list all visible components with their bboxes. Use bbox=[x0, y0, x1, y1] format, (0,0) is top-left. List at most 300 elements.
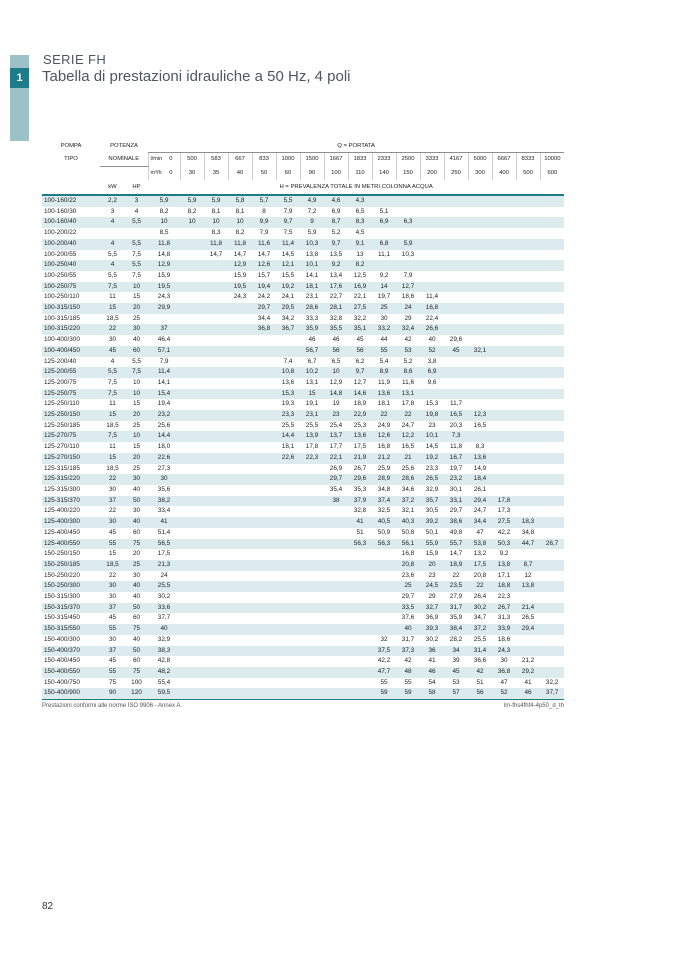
cell-head-value bbox=[444, 357, 468, 368]
cell-hp: 5,5 bbox=[132, 218, 141, 226]
cell-head-value: 25,5 bbox=[281, 421, 295, 429]
cell-tipo: 125-400/300 bbox=[44, 518, 80, 526]
cell-head-value: 13,1 bbox=[305, 378, 319, 386]
cell-head-value bbox=[516, 271, 540, 282]
cell-head-value bbox=[540, 571, 564, 582]
cell-head-value: 36,9 bbox=[425, 614, 439, 622]
flow-col-lmin: l/min 0 bbox=[148, 152, 180, 166]
cell-head-value bbox=[228, 624, 252, 635]
cell-head-value: 49,8 bbox=[449, 528, 463, 536]
cell-head-value: 42,8 bbox=[157, 657, 171, 665]
cell-head-value bbox=[180, 560, 204, 571]
cell-kw: 30 bbox=[108, 336, 117, 344]
table-row bbox=[42, 239, 564, 250]
cell-head-value: 34,6 bbox=[401, 485, 415, 493]
cell-head-value: 25,4 bbox=[329, 421, 343, 429]
cell-head-value bbox=[372, 549, 396, 560]
cell-head-value: 42,2 bbox=[377, 657, 391, 665]
cell-head-value: 18,1 bbox=[305, 282, 319, 290]
cell-head-value: 24,5 bbox=[425, 582, 439, 590]
cell-head-value bbox=[348, 613, 372, 624]
cell-head-value: 25,9 bbox=[377, 464, 391, 472]
cell-head-value: 18,0 bbox=[157, 443, 171, 451]
cell-head-value bbox=[348, 667, 372, 678]
cell-kw: 22 bbox=[108, 571, 117, 579]
cell-head-value bbox=[276, 474, 300, 485]
cell-head-value: 18,6 bbox=[497, 635, 511, 643]
cell-head-value bbox=[276, 560, 300, 571]
cell-head-value: 9 bbox=[310, 218, 314, 226]
cell-head-value bbox=[540, 228, 564, 239]
cell-kw: 18,5 bbox=[106, 464, 119, 472]
cell-head-value: 17,8 bbox=[305, 443, 319, 451]
table-row bbox=[42, 367, 564, 378]
cell-tipo: 125-270/75 bbox=[44, 432, 77, 440]
cell-head-value bbox=[420, 271, 444, 282]
cell-head-value: 10 bbox=[212, 218, 220, 226]
cell-head-value bbox=[300, 581, 324, 592]
cell-head-value bbox=[324, 624, 348, 635]
cell-head-value: 6,2 bbox=[355, 357, 365, 365]
cell-head-value bbox=[444, 250, 468, 261]
cell-head-value bbox=[204, 678, 228, 689]
cell-head-value: 29,7 bbox=[257, 304, 271, 312]
cell-head-value bbox=[516, 421, 540, 432]
cell-head-value: 11,8 bbox=[210, 239, 222, 247]
cell-head-value bbox=[276, 667, 300, 678]
cell-head-value bbox=[252, 539, 276, 550]
table-row bbox=[42, 688, 564, 699]
cell-head-value: 50,9 bbox=[377, 528, 391, 536]
cell-head-value: 13,2 bbox=[473, 550, 487, 558]
cell-head-value bbox=[204, 603, 228, 614]
cell-head-value bbox=[348, 581, 372, 592]
cell-head-value: 26,7 bbox=[497, 603, 511, 611]
cell-tipo: 150-315/550 bbox=[44, 625, 80, 633]
cell-head-value: 18,9 bbox=[449, 560, 463, 568]
cell-head-value bbox=[492, 303, 516, 314]
cell-head-value bbox=[468, 303, 492, 314]
cell-head-value bbox=[204, 282, 228, 293]
cell-head-value: 32,9 bbox=[157, 635, 171, 643]
table-row bbox=[42, 453, 564, 464]
cell-head-value: 4,6 bbox=[331, 197, 341, 204]
cell-head-value: 46,4 bbox=[157, 336, 171, 344]
cell-head-value bbox=[540, 442, 564, 453]
cell-head-value: 12,2 bbox=[401, 432, 415, 440]
cell-head-value: 42,2 bbox=[497, 528, 511, 536]
flow-col-m3h: 90 bbox=[300, 166, 324, 180]
cell-head-value: 19,7 bbox=[377, 293, 391, 301]
cell-head-value bbox=[444, 282, 468, 293]
cell-tipo: 150-315/370 bbox=[44, 603, 80, 611]
flow-col-lmin: 3333 bbox=[420, 152, 444, 166]
cell-head-value bbox=[252, 646, 276, 657]
cell-head-value bbox=[540, 624, 564, 635]
table-row bbox=[42, 431, 564, 442]
cell-hp: 40 bbox=[132, 635, 141, 643]
table-row bbox=[42, 250, 564, 261]
cell-head-value: 30 bbox=[500, 657, 508, 665]
cell-head-value: 35,9 bbox=[449, 614, 463, 622]
cell-head-value: 55 bbox=[380, 346, 388, 354]
cell-head-value: 7,4 bbox=[283, 357, 293, 365]
cell-head-value bbox=[276, 656, 300, 667]
cell-head-value: 23 bbox=[332, 411, 340, 419]
cell-kw: 30 bbox=[108, 593, 117, 601]
cell-head-value: 37,2 bbox=[473, 625, 487, 633]
cell-head-value: 5,9 bbox=[211, 197, 221, 204]
header-empty bbox=[42, 166, 100, 180]
table-row bbox=[42, 603, 564, 614]
cell-head-value: 27,5 bbox=[497, 518, 511, 526]
cell-head-value bbox=[372, 195, 396, 207]
cell-head-value bbox=[324, 528, 348, 539]
cell-head-value: 25 bbox=[404, 582, 412, 590]
header-kw: kW bbox=[100, 180, 125, 195]
cell-head-value bbox=[468, 389, 492, 400]
cell-head-value bbox=[492, 228, 516, 239]
cell-kw: 37 bbox=[108, 496, 117, 504]
cell-head-value: 20 bbox=[428, 560, 436, 568]
cell-head-value: 17,5 bbox=[157, 550, 171, 558]
cell-head-value bbox=[204, 260, 228, 271]
cell-head-value bbox=[540, 528, 564, 539]
cell-tipo: 100-250/40 bbox=[44, 261, 77, 269]
cell-head-value: 25 bbox=[380, 304, 388, 312]
cell-head-value bbox=[324, 635, 348, 646]
cell-head-value bbox=[444, 367, 468, 378]
cell-head-value bbox=[516, 292, 540, 303]
cell-head-value bbox=[324, 656, 348, 667]
header-nominale: NOMINALE bbox=[100, 152, 148, 166]
cell-hp: 10 bbox=[132, 378, 141, 386]
table-row bbox=[42, 389, 564, 400]
cell-head-value bbox=[444, 271, 468, 282]
cell-head-value: 37,5 bbox=[377, 646, 391, 654]
cell-tipo: 125-250/110 bbox=[44, 400, 80, 408]
cell-head-value bbox=[204, 474, 228, 485]
cell-hp: 120 bbox=[125, 688, 148, 699]
cell-head-value bbox=[252, 603, 276, 614]
cell-head-value: 13,4 bbox=[329, 271, 343, 279]
cell-head-value: 10 bbox=[332, 368, 340, 376]
cell-head-value bbox=[396, 260, 420, 271]
cell-head-value: 14 bbox=[380, 282, 388, 290]
cell-tipo: 125-315/370 bbox=[44, 496, 80, 504]
cell-head-value bbox=[516, 357, 540, 368]
cell-head-value: 35,1 bbox=[353, 325, 367, 333]
cell-head-value: 24,3 bbox=[233, 293, 247, 301]
cell-head-value: 32,5 bbox=[377, 507, 391, 515]
cell-head-value: 48,2 bbox=[157, 667, 171, 675]
cell-hp: 20 bbox=[132, 304, 141, 312]
table-row bbox=[42, 549, 564, 560]
table-row bbox=[42, 678, 564, 689]
cell-head-value bbox=[300, 549, 324, 560]
cell-head-value: 10 bbox=[236, 218, 244, 226]
cell-kw: 75 bbox=[108, 678, 117, 686]
cell-head-value: 24,2 bbox=[257, 293, 271, 301]
cell-head-value bbox=[180, 250, 204, 261]
cell-head-value bbox=[252, 667, 276, 678]
cell-head-value: 23,1 bbox=[305, 293, 319, 301]
cell-head-value: 20,8 bbox=[401, 560, 415, 568]
cell-head-value: 56,3 bbox=[353, 539, 367, 547]
cell-tipo: 100-200/55 bbox=[44, 250, 77, 258]
cell-hp: 10 bbox=[132, 282, 141, 290]
cell-head-value bbox=[420, 282, 444, 293]
cell-head-value bbox=[300, 613, 324, 624]
cell-head-value: 53 bbox=[404, 346, 412, 354]
table-row bbox=[42, 314, 564, 325]
cell-head-value bbox=[204, 592, 228, 603]
document-code: lm-fhs4fhf4-4p50_d_th bbox=[503, 703, 564, 709]
cell-head-value bbox=[204, 324, 228, 335]
cell-head-value: 29,4 bbox=[473, 496, 487, 504]
cell-head-value bbox=[228, 324, 252, 335]
cell-tipo: 125-315/300 bbox=[44, 485, 80, 493]
cell-head-value: 22,9 bbox=[353, 411, 367, 419]
cell-head-value bbox=[492, 442, 516, 453]
cell-head-value bbox=[204, 357, 228, 368]
cell-kw: 30 bbox=[108, 635, 117, 643]
cell-kw: 30 bbox=[108, 582, 117, 590]
cell-head-value: 10,8 bbox=[281, 368, 295, 376]
cell-head-value bbox=[180, 367, 204, 378]
cell-head-value bbox=[444, 228, 468, 239]
cell-head-value: 53 bbox=[452, 678, 460, 686]
cell-head-value bbox=[228, 303, 252, 314]
cell-head-value bbox=[228, 314, 252, 325]
cell-hp: 5,5 bbox=[132, 261, 141, 269]
cell-kw: 4 bbox=[110, 218, 115, 226]
cell-head-value bbox=[228, 571, 252, 582]
cell-head-value: 11,4 bbox=[158, 368, 170, 376]
cell-head-value: 8,5 bbox=[159, 229, 169, 237]
cell-head-value bbox=[372, 613, 396, 624]
table-row bbox=[42, 303, 564, 314]
cell-head-value bbox=[204, 389, 228, 400]
cell-head-value: 18,9 bbox=[353, 400, 367, 408]
cell-head-value: 11,8 bbox=[234, 239, 246, 247]
cell-head-value bbox=[252, 517, 276, 528]
cell-head-value bbox=[324, 592, 348, 603]
cell-head-value: 17,1 bbox=[497, 571, 511, 579]
cell-head-value bbox=[492, 367, 516, 378]
cell-head-value bbox=[276, 549, 300, 560]
cell-head-value bbox=[204, 378, 228, 389]
cell-head-value: 10 bbox=[188, 218, 196, 226]
cell-head-value bbox=[492, 346, 516, 357]
cell-head-value bbox=[540, 592, 564, 603]
table-row bbox=[42, 506, 564, 517]
cell-head-value: 56 bbox=[468, 688, 492, 699]
cell-kw: 18,5 bbox=[106, 560, 119, 568]
cell-head-value bbox=[516, 399, 540, 410]
cell-head-value: 55,9 bbox=[425, 539, 439, 547]
cell-head-value bbox=[180, 496, 204, 507]
cell-head-value: 19,4 bbox=[257, 282, 271, 290]
cell-head-value bbox=[180, 399, 204, 410]
cell-head-value bbox=[252, 635, 276, 646]
cell-head-value: 37,3 bbox=[401, 646, 415, 654]
cell-head-value bbox=[444, 195, 468, 207]
table-row bbox=[42, 517, 564, 528]
cell-head-value: 35,9 bbox=[305, 325, 319, 333]
cell-head-value bbox=[492, 357, 516, 368]
cell-kw: 18,5 bbox=[106, 421, 119, 429]
cell-head-value: 29,6 bbox=[449, 336, 463, 344]
cell-head-value: 5,5 bbox=[283, 197, 293, 204]
cell-head-value bbox=[468, 399, 492, 410]
flow-col-lmin: 2333 bbox=[372, 152, 396, 166]
cell-head-value bbox=[276, 592, 300, 603]
cell-head-value: 36,8 bbox=[257, 325, 271, 333]
cell-head-value: 13,6 bbox=[281, 378, 295, 386]
cell-head-value bbox=[444, 314, 468, 325]
cell-head-value: 5,9 bbox=[187, 197, 197, 204]
table-row bbox=[42, 592, 564, 603]
flow-col-lmin: 6667 bbox=[492, 152, 516, 166]
cell-tipo: 100-400/300 bbox=[44, 336, 80, 344]
cell-head-value: 27,9 bbox=[449, 593, 463, 601]
cell-head-value bbox=[468, 195, 492, 207]
cell-head-value bbox=[492, 207, 516, 218]
cell-head-value bbox=[252, 367, 276, 378]
cell-head-value: 26,4 bbox=[473, 593, 487, 601]
cell-head-value: 4,5 bbox=[355, 229, 365, 237]
cell-head-value: 42 bbox=[404, 336, 412, 344]
cell-head-value: 36,6 bbox=[473, 657, 487, 665]
cell-head-value: 14,8 bbox=[157, 250, 171, 258]
cell-head-value: 13,8 bbox=[497, 560, 511, 568]
cell-head-value: 3,8 bbox=[427, 357, 437, 365]
cell-head-value: 17,6 bbox=[329, 282, 343, 290]
cell-head-value bbox=[516, 250, 540, 261]
cell-head-value bbox=[540, 506, 564, 517]
cell-head-value bbox=[444, 378, 468, 389]
cell-head-value bbox=[492, 410, 516, 421]
cell-head-value: 12,6 bbox=[377, 432, 391, 440]
cell-head-value bbox=[324, 678, 348, 689]
cell-head-value: 35,6 bbox=[157, 485, 171, 493]
cell-head-value: 10,1 bbox=[305, 261, 319, 269]
cell-head-value bbox=[204, 431, 228, 442]
table-row bbox=[42, 217, 564, 228]
table-row bbox=[42, 399, 564, 410]
cell-head-value: 26,5 bbox=[521, 614, 535, 622]
flow-col-lmin: 500 bbox=[180, 152, 204, 166]
cell-head-value bbox=[516, 431, 540, 442]
cell-head-value: 29,7 bbox=[449, 507, 463, 515]
cell-head-value bbox=[540, 517, 564, 528]
cell-head-value: 40 bbox=[160, 625, 168, 633]
cell-head-value bbox=[492, 485, 516, 496]
cell-head-value: 18,1 bbox=[281, 443, 295, 451]
cell-tipo: 100-250/110 bbox=[44, 293, 80, 301]
cell-kw: 15 bbox=[108, 304, 117, 312]
cell-tipo: 150-400/750 bbox=[44, 678, 80, 686]
cell-head-value: 51 bbox=[356, 528, 364, 536]
cell-head-value bbox=[180, 442, 204, 453]
cell-head-value bbox=[492, 399, 516, 410]
cell-head-value bbox=[228, 464, 252, 475]
cell-tipo: 125-200/75 bbox=[44, 378, 77, 386]
cell-head-value bbox=[252, 485, 276, 496]
cell-head-value: 25,3 bbox=[353, 421, 367, 429]
cell-head-value: 14,1 bbox=[157, 378, 171, 386]
cell-head-value: 32,7 bbox=[425, 603, 439, 611]
table-row bbox=[42, 474, 564, 485]
cell-head-value: 10,3 bbox=[305, 239, 319, 247]
cell-hp: 60 bbox=[132, 614, 141, 622]
table-row bbox=[42, 260, 564, 271]
flow-col-lmin: 1000 bbox=[276, 152, 300, 166]
cell-head-value: 8,6 bbox=[403, 368, 413, 376]
cell-kw: 45 bbox=[108, 346, 117, 354]
cell-head-value bbox=[252, 335, 276, 346]
flow-col-m3h: 250 bbox=[444, 166, 468, 180]
cell-hp: 40 bbox=[132, 485, 141, 493]
cell-head-value bbox=[228, 496, 252, 507]
cell-head-value bbox=[540, 485, 564, 496]
cell-head-value: 22,7 bbox=[329, 293, 343, 301]
cell-head-value: 51 bbox=[476, 678, 484, 686]
cell-head-value bbox=[540, 357, 564, 368]
cell-head-value bbox=[252, 571, 276, 582]
cell-kw: 45 bbox=[108, 528, 117, 536]
cell-head-value: 40,3 bbox=[401, 518, 415, 526]
cell-head-value bbox=[468, 228, 492, 239]
cell-head-value bbox=[180, 314, 204, 325]
cell-head-value bbox=[228, 389, 252, 400]
cell-head-value bbox=[228, 528, 252, 539]
cell-head-value: 33,4 bbox=[157, 507, 171, 515]
cell-head-value: 41 bbox=[428, 657, 436, 665]
cell-head-value: 52 bbox=[492, 688, 516, 699]
cell-head-value: 23 bbox=[428, 421, 436, 429]
cell-head-value bbox=[180, 581, 204, 592]
cell-tipo: 125-270/150 bbox=[44, 453, 80, 461]
cell-tipo: 150-250/150 bbox=[44, 550, 80, 558]
cell-head-value bbox=[204, 646, 228, 657]
cell-head-value: 33,2 bbox=[377, 325, 391, 333]
cell-head-value bbox=[516, 496, 540, 507]
cell-head-value: 12,1 bbox=[281, 261, 295, 269]
cell-head-value bbox=[492, 389, 516, 400]
table-row bbox=[42, 335, 564, 346]
cell-head-value bbox=[324, 613, 348, 624]
flow-col-lmin: 1667 bbox=[324, 152, 348, 166]
table-row bbox=[42, 357, 564, 368]
table-row bbox=[42, 282, 564, 293]
cell-head-value: 7,3 bbox=[451, 432, 461, 440]
cell-head-value bbox=[372, 228, 396, 239]
cell-tipo: 100-315/185 bbox=[44, 314, 80, 322]
cell-head-value: 10 bbox=[160, 218, 168, 226]
cell-head-value bbox=[348, 678, 372, 689]
cell-head-value bbox=[540, 399, 564, 410]
cell-head-value bbox=[204, 560, 228, 571]
cell-hp: 30 bbox=[132, 507, 141, 515]
cell-tipo: 100-200/40 bbox=[44, 239, 77, 247]
cell-head-value bbox=[180, 431, 204, 442]
cell-head-value bbox=[180, 378, 204, 389]
cell-head-value: 6,7 bbox=[307, 357, 317, 365]
cell-head-value: 23,2 bbox=[157, 411, 171, 419]
cell-head-value bbox=[180, 357, 204, 368]
